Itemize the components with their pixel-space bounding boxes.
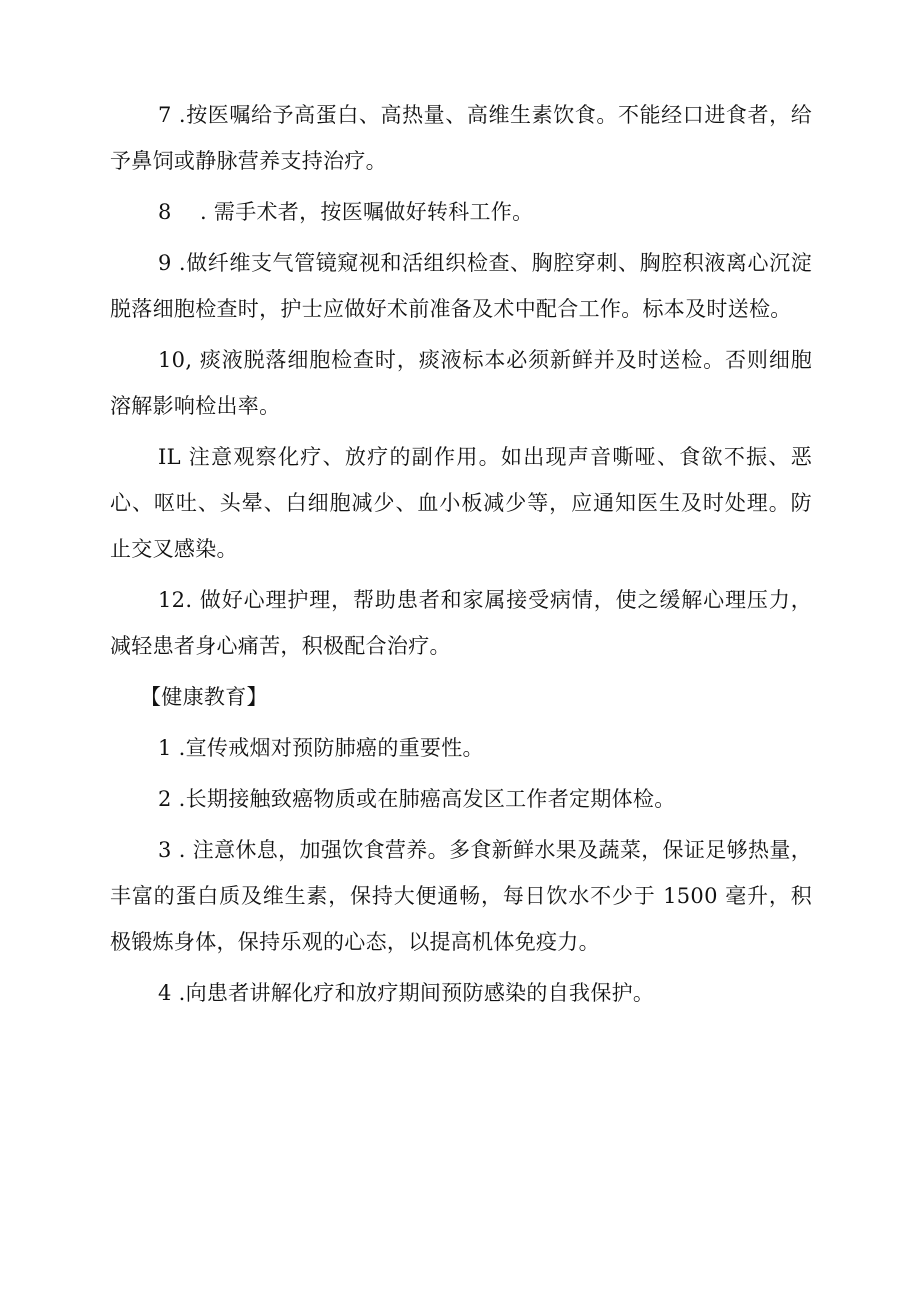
item-text: . 需手术者，按医嘱做好转科工作。 bbox=[171, 200, 534, 224]
item-text: .宣传戒烟对预防肺癌的重要性。 bbox=[171, 736, 484, 760]
nursing-item-12 bbox=[110, 577, 812, 669]
education-item-3 bbox=[110, 827, 812, 965]
education-item-2 bbox=[110, 776, 812, 822]
item-number: 4 bbox=[158, 981, 172, 1005]
item-text: .长期接触致癌物质或在肺癌高发区工作者定期体检。 bbox=[171, 787, 676, 811]
item-text: .按医嘱给予高蛋白、高热量、高维生素饮食。不能经口进食者，给予鼻饲或静脉营养支持治疗。 bbox=[110, 103, 812, 173]
item-number: IL bbox=[158, 445, 181, 469]
nursing-item-7 bbox=[110, 92, 812, 184]
item-number: 8 bbox=[158, 200, 172, 224]
item-number: 10, bbox=[158, 348, 193, 372]
item-number: 2 bbox=[158, 787, 172, 811]
item-number: 12. bbox=[158, 588, 193, 612]
item-number: 3 bbox=[158, 838, 172, 862]
nursing-item-9 bbox=[110, 240, 812, 332]
item-text: 注意观察化疗、放疗的副作用。如出现声音嘶哑、食欲不振、恶心、呕吐、头晕、白细胞减少、血小板减少等，应通知医生及时处理。防止交叉感染。 bbox=[110, 445, 812, 561]
nursing-item-8 bbox=[110, 189, 812, 235]
education-item-1 bbox=[110, 725, 812, 771]
item-text: . 注意休息，加强饮食营养。多食新鲜水果及蔬菜，保证足够热量，丰富的蛋白质及维生素，保持大便通畅，每日饮水不少于 1500 毫升，积极锻炼身体，保持乐观的心态，以提高机体免疫力。 bbox=[110, 838, 812, 954]
item-text: 痰液脱落细胞检查时，痰液标本必须新鲜并及时送检。否则细胞溶解影响检出率。 bbox=[110, 348, 812, 418]
item-text: .做纤维支气管镜窥视和活组织检查、胸腔穿刺、胸腔积液离心沉淀脱落细胞检查时，护士应做好术前准备及术中配合工作。标本及时送检。 bbox=[110, 251, 812, 321]
section-heading-health-education: 【健康教育】 bbox=[140, 685, 268, 709]
item-number: 9 bbox=[158, 251, 172, 275]
item-number: 7 bbox=[158, 103, 172, 127]
document-body bbox=[110, 92, 812, 1016]
item-number: 1 bbox=[158, 736, 172, 760]
nursing-item-10 bbox=[110, 337, 812, 429]
item-text: 做好心理护理，帮助患者和家属接受病情，使之缓解心理压力，减轻患者身心痛苦，积极配合治疗。 bbox=[110, 588, 812, 658]
nursing-item-11 bbox=[110, 434, 812, 572]
education-item-4 bbox=[110, 970, 812, 1016]
item-text: .向患者讲解化疗和放疗期间预防感染的自我保护。 bbox=[171, 981, 655, 1005]
